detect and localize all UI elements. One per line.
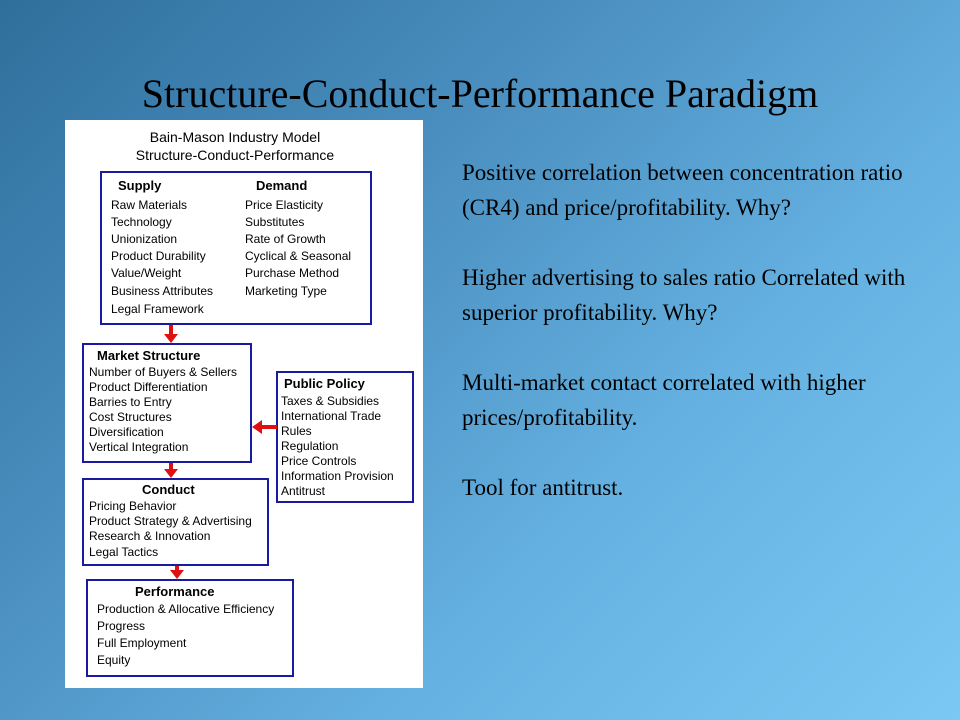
public-policy-item: Regulation (281, 439, 339, 453)
demand-item: Rate of Growth (245, 232, 326, 246)
arrow-head-3 (170, 570, 184, 579)
performance-item: Full Employment (97, 636, 187, 650)
public-policy-heading: Public Policy (284, 376, 365, 391)
market-structure-item: Vertical Integration (89, 440, 189, 454)
performance-item: Equity (97, 653, 131, 667)
market-structure-item: Cost Structures (89, 410, 172, 424)
conduct-item: Legal Tactics (89, 545, 159, 559)
arrow-head-1 (164, 334, 178, 343)
demand-item: Substitutes (245, 215, 305, 229)
paragraph-multi-market: Multi-market contact correlated with higher prices/profitability. (462, 370, 866, 430)
public-policy-item: Rules (281, 424, 312, 438)
diagram-title-line1: Bain-Mason Industry Model (149, 129, 321, 145)
public-policy-item: Antitrust (281, 484, 326, 498)
paragraph-advertising-ratio: Higher advertising to sales ratio Correlated with superior profitability. Why? (462, 265, 906, 325)
supply-item: Raw Materials (111, 198, 188, 212)
slide-title: Structure-Conduct-Performance Paradigm (141, 71, 819, 116)
supply-item: Business Attributes (111, 284, 214, 298)
demand-heading: Demand (256, 178, 308, 193)
public-policy-item: International Trade (281, 409, 382, 423)
public-policy-item: Price Controls (281, 454, 357, 468)
market-structure-item: Product Differentiation (89, 380, 208, 394)
performance-heading: Performance (135, 584, 215, 599)
diagram-title-line2: Structure-Conduct-Performance (135, 147, 335, 163)
arrow-head-2 (164, 469, 178, 478)
supply-heading: Supply (118, 178, 162, 193)
demand-item: Cyclical & Seasonal (245, 249, 352, 263)
demand-item: Purchase Method (245, 266, 340, 280)
market-structure-item: Number of Buyers & Sellers (89, 365, 238, 379)
slide-body-text (462, 155, 952, 505)
diagram-canvas (65, 120, 423, 688)
market-structure-item: Diversification (89, 425, 164, 439)
performance-item: Production & Allocative Efficiency (97, 602, 275, 616)
public-policy-item: Information Provision (281, 469, 394, 483)
arrow-head-policy (252, 420, 262, 434)
paragraph-cr4-correlation: Positive correlation between concentration ratio (CR4) and price/profitability. Why? (462, 160, 903, 220)
supply-item: Legal Framework (111, 302, 204, 316)
supply-item: Value/Weight (111, 266, 182, 280)
public-policy-item: Taxes & Subsidies (281, 394, 380, 408)
conduct-item: Research & Innovation (89, 529, 211, 543)
performance-item: Progress (97, 619, 146, 633)
conduct-item: Product Strategy & Advertising (89, 514, 252, 528)
conduct-heading: Conduct (142, 482, 195, 497)
demand-item: Marketing Type (245, 284, 327, 298)
sdp-diagram (65, 120, 423, 688)
supply-item: Unionization (111, 232, 178, 246)
supply-item: Technology (111, 215, 172, 229)
demand-item: Price Elasticity (245, 198, 324, 212)
market-structure-item: Barries to Entry (89, 395, 172, 409)
conduct-item: Pricing Behavior (89, 499, 177, 513)
market-structure-heading: Market Structure (97, 348, 201, 363)
paragraph-antitrust-tool: Tool for antitrust. (462, 475, 624, 500)
supply-item: Product Durability (111, 249, 206, 263)
